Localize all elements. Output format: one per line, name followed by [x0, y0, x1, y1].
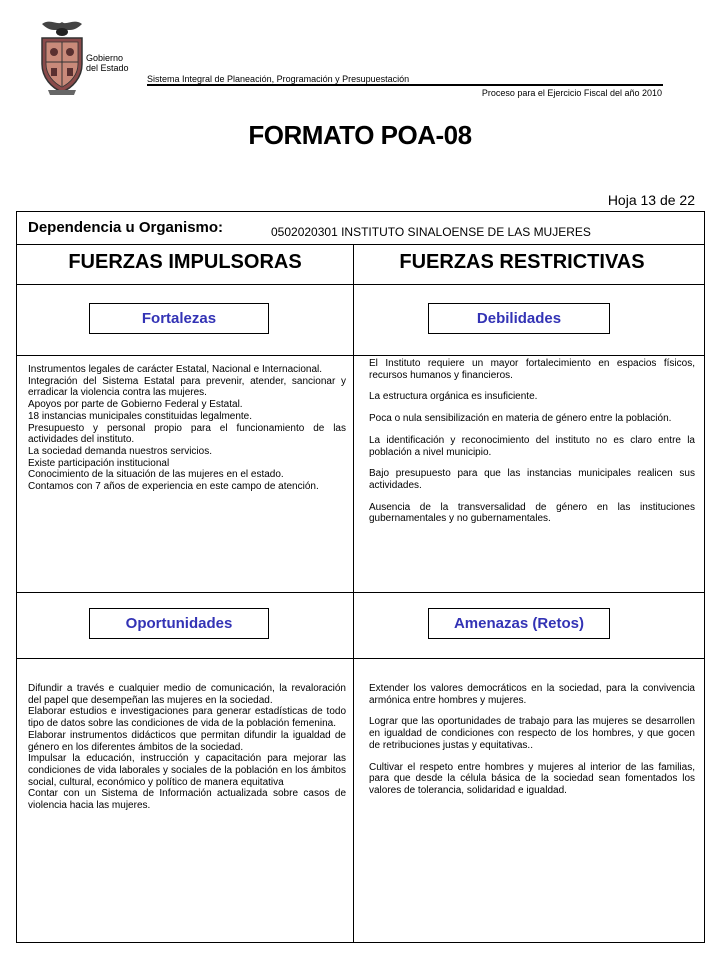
dependency-value: 0502020301 INSTITUTO SINALOENSE DE LAS MUJERES	[271, 225, 591, 239]
page-number: Hoja 13 de 22	[607, 192, 695, 208]
list-item: Instrumentos legales de carácter Estatal, Nacional e Internacional.	[28, 364, 323, 375]
strengths-weaknesses-label-row	[17, 285, 704, 356]
list-item: 18 instancias municipales constituidas legalmente.	[28, 410, 253, 422]
debilidades-label: Debilidades	[428, 303, 610, 334]
list-item: Integración del Sistema Estatal para prevenir, atender, sancionar y erradicar la violencia contra las mujeres.	[28, 375, 346, 399]
list-item: Ausencia de la transversalidad de género en las instituciones gubernamentales y no gubernamentales.	[369, 501, 695, 525]
list-item: Existe participación institucional	[28, 457, 170, 469]
debilidades-text	[369, 358, 695, 525]
driving-forces-heading: FUERZAS IMPULSORAS	[68, 251, 302, 273]
document-header	[0, 0, 720, 110]
oportunidades-text	[28, 683, 346, 812]
list-item: Lograr que las oportunidades de trabajo para las mujeres se desarrollen en igualdad de condiciones con respecto de los hombres, y que gocen de retribuciones justas y equitativas..	[369, 716, 695, 751]
list-item: Poca o nula sensibilización en materia de género entre la población.	[369, 413, 672, 425]
forces-header-row	[17, 245, 704, 285]
dependency-label: Dependencia u Organismo:	[28, 219, 224, 236]
list-item: Presupuesto y personal propio para el funcionamiento de las actividades del instituto.	[28, 422, 346, 446]
list-item: Elaborar estudios e investigaciones para generar estadísticas de todo tipo de datos sobre las condiciones de vida de la población femenina.	[28, 706, 346, 730]
list-item: La estructura orgánica es insuficiente.	[369, 391, 538, 403]
fortalezas-text	[28, 364, 346, 493]
list-item: Impulsar la educación, instrucción y capacitación para mejorar las condiciones de vida laborales y sociales de la población en los ámbitos social, cultural, económico y político de manera equitativa	[28, 753, 346, 788]
list-item: Contar con un Sistema de Información actualizada sobre casos de violencia hacia las mujeres.	[28, 788, 346, 812]
header-rule	[147, 84, 663, 86]
list-item: Conocimiento de la situación de las mujeres en el estado.	[28, 469, 284, 481]
gov-line-2: del Estado	[86, 63, 129, 73]
list-item: Bajo presupuesto para que las instancias municipales realicen sus actividades.	[369, 468, 695, 491]
list-item: Contamos con 7 años de experiencia en este campo de atención.	[28, 481, 319, 493]
list-item: Difundir a través e cualquier medio de comunicación, la revaloración del papel que desempeñan las mujeres en la sociedad.	[28, 683, 346, 706]
dependency-row	[17, 212, 704, 245]
restraining-forces-heading: FUERZAS RESTRICTIVAS	[399, 251, 645, 273]
page-title: FORMATO POA-08	[248, 120, 472, 150]
list-item: Elaborar instrumentos didácticos que permitan difundir la igualdad de género en los diferentes ámbitos de la sociedad.	[28, 729, 346, 753]
process-year: Proceso para el Ejercicio Fiscal del año 2010	[481, 88, 662, 98]
amenazas-label: Amenazas (Retos)	[428, 608, 610, 639]
fortalezas-label: Fortalezas	[89, 303, 269, 334]
system-name: Sistema Integral de Planeación, Programación y Presupuestación	[147, 74, 410, 84]
list-item: La sociedad demanda nuestros servicios.	[28, 445, 212, 457]
amenazas-text	[369, 683, 695, 797]
swot-table	[16, 211, 705, 943]
list-item: La identificación y reconocimiento del instituto no es claro entre la población a nivel municipio.	[369, 434, 695, 458]
oportunidades-label: Oportunidades	[89, 608, 269, 639]
list-item: El Instituto requiere un mayor fortalecimiento en espacios físicos, recursos humanos y financieros.	[369, 358, 695, 381]
government-label	[86, 53, 129, 73]
list-item: Apoyos por parte de Gobierno Federal y Estatal.	[28, 399, 243, 411]
opportunities-threats-label-row	[17, 593, 704, 659]
state-crest-logo	[34, 18, 90, 96]
gov-line-1: Gobierno	[86, 53, 124, 63]
list-item: Extender los valores democráticos en la sociedad, para la convivencia armónica entre hombres y mujeres.	[369, 683, 695, 706]
list-item: Cultivar el respeto entre hombres y mujeres al interior de las familias, para que desde la célula básica de la sociedad sean fomentados los valores de tolerancia, solidaridad e igualdad.	[369, 761, 695, 796]
